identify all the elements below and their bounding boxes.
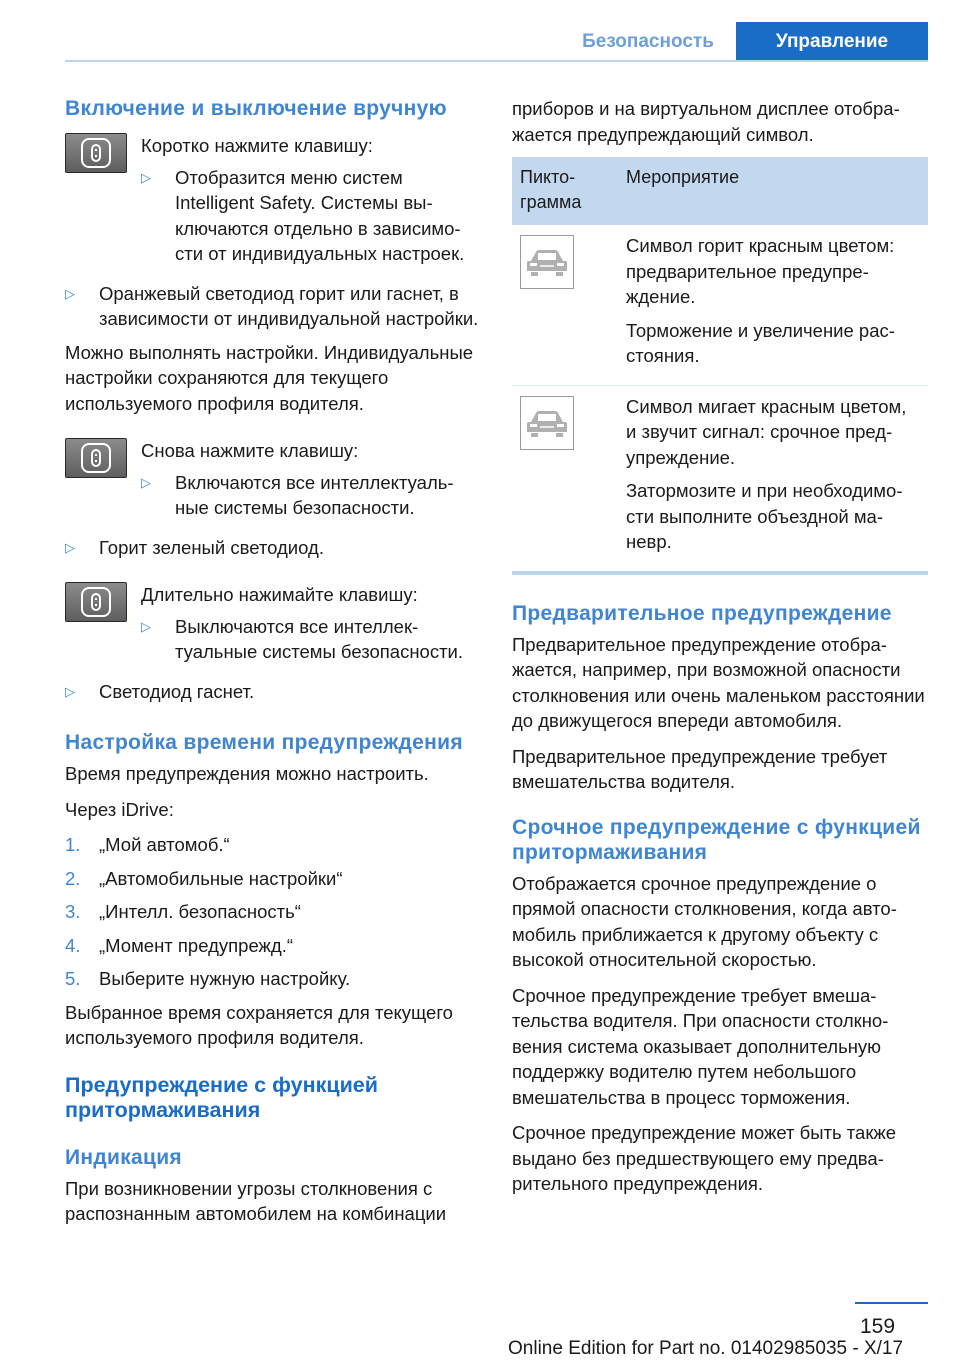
saved-paragraph: Выбранное время сохраняется для текущего используемого профиля водителя. (65, 1001, 453, 1048)
key-press-again-text: Снова нажмите клавишу: (141, 440, 359, 461)
list-item: 1. „Мой автомоб.“ (65, 834, 230, 855)
car-warning-icon (520, 396, 574, 450)
safety-button-icon (65, 133, 127, 173)
symbol-table (512, 157, 928, 571)
pre-warning-paragraph-2: Предварительное предупреждение требует вмешательства водителя. (512, 745, 888, 792)
display-paragraph: При возникновении угрозы столкновения с распознанным автомобилем на комбинации (65, 1177, 447, 1224)
continued-paragraph: приборов и на виртуальном дисплее отображается предупреждающий символ. (512, 98, 900, 145)
steps-list (65, 832, 479, 992)
settings-paragraph: Можно выполнять настройки. Индивидуальные настройки сохраняются для текущего используемого профиля водителя. (65, 341, 474, 414)
bullet-triangle-icon: ▷ (65, 285, 75, 301)
header-rule (65, 60, 928, 62)
warning-time-paragraph: Время предупреждения можно настроить. (65, 763, 429, 784)
list-item: 4. „Момент предупрежд.“ (65, 934, 293, 956)
table-header-action: Мероприятие (618, 157, 928, 225)
list-item: ▷ Горит зеленый светодиод. (65, 535, 479, 561)
safety-button-icon (65, 582, 127, 622)
idrive-paragraph: Через iDrive: (65, 798, 174, 820)
right-column (512, 96, 928, 1207)
table-bottom-rule (512, 571, 928, 575)
urgent-paragraph-3: Срочное предупреждение может быть также выдано без предшествующего ему предварительного предупреждения. (512, 1122, 897, 1194)
list-item: 3. „Интелл. безопасность“ (65, 901, 301, 922)
table-cell-text: Символ мигает красным цветом, и звучит сигнал: срочное предупреждение. (626, 395, 907, 468)
heading-urgent-warning: Срочное предупреждение с функцией притормаживания (512, 815, 921, 864)
key-block-press-again (65, 438, 479, 529)
list-item: ▷ Включаются все интеллектуальные системы безопасности. (141, 471, 454, 518)
key-short-press-text: Коротко нажмите клавишу: (141, 135, 373, 156)
list-item: 2. „Автомобильные настройки“ (65, 867, 343, 889)
urgent-paragraph-2: Срочное предупреждение требует вмешательства водителя. При опасности столкновения система оказывает дополнительную поддержку водителю путем небольшого вмешательства в процесс торможения. (512, 984, 889, 1108)
list-item: 5. Выберите нужную настройку. (65, 968, 351, 989)
list-item: ▷ Оранжевый светодиод горит или гаснет, в зависимости от индивидуальной настройки. (65, 282, 479, 329)
table-cell-text: Символ горит красным цветом: предварительное предупреждение. (626, 235, 895, 307)
table-cell-text: Торможение и увеличение расстояния. (626, 319, 895, 366)
key-long-press-text: Длительно нажимайте клавишу: (141, 584, 418, 605)
pre-warning-paragraph-1: Предварительное предупреждение отображается, например, при возможной опасности столкновения или очень маленьком расстоянии до движущегося впереди автомобиля. (512, 633, 925, 731)
table-header-pictogram: Пиктограмма (512, 157, 618, 225)
safety-button-icon (65, 438, 127, 478)
table-row (512, 385, 928, 571)
heading-brake-warning: Предупреждение с функцией притормаживания (65, 1072, 378, 1122)
list-item: ▷ Отобразится меню систем Intelligent Safety. Системы выключаются отдельно в зависимости от индивидуальных настроек. (141, 166, 465, 264)
table-row (512, 225, 928, 385)
heading-pre-warning: Предварительное предупреждение (512, 601, 892, 625)
bullet-triangle-icon: ▷ (141, 618, 151, 634)
page-number: 159 (860, 1315, 896, 1338)
list-item: ▷ Светодиод гаснет. (65, 679, 479, 705)
key-block-short-press (65, 133, 479, 275)
bullet-triangle-icon: ▷ (141, 169, 151, 185)
car-warning-icon (520, 235, 574, 289)
heading-display: Индикация (65, 1145, 182, 1169)
table-cell-text: Затормозите и при необходимости выполните объездной маневр. (626, 480, 903, 552)
bullet-triangle-icon: ▷ (141, 474, 151, 490)
table-header-row (512, 157, 928, 225)
urgent-paragraph-1: Отображается срочное предупреждение о прямой опасности столкновения, когда автомобиль приближается к другому объекту с высокой относительной скоростью. (512, 872, 897, 970)
list-item: ▷ Выключаются все интеллектуальные системы безопасности. (141, 615, 464, 662)
bullet-triangle-icon: ▷ (65, 539, 75, 555)
edition-footer: Online Edition for Part no. 01402985035 - X/17 (508, 1338, 904, 1359)
bullet-triangle-icon: ▷ (65, 683, 75, 699)
left-column (65, 96, 479, 1237)
heading-warning-time: Настройка времени предупреждения (65, 731, 463, 754)
key-block-long-press (65, 582, 479, 673)
tab-controls[interactable]: Управление (736, 22, 928, 62)
heading-manual-toggle: Включение и выключение вручную (65, 97, 447, 120)
tab-safety[interactable]: Безопасность (582, 31, 714, 52)
footer-rule (855, 1302, 928, 1304)
